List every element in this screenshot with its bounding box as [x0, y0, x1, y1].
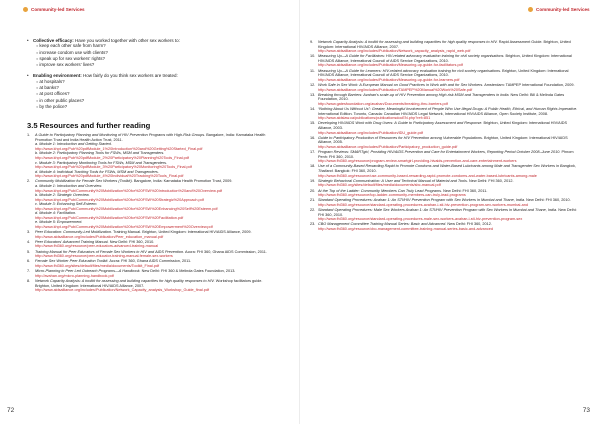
reference-publisher: Rapid Assessment Guide. Brighton, United Kingdom: International HIV/AIDS Alliance, 2007. [318, 40, 571, 49]
reference-item [27, 179, 275, 229]
reference-publisher: New Delhi: FHI 360, 2010. [108, 239, 155, 244]
reference-number: 2. [27, 179, 31, 184]
reference-body [318, 83, 580, 92]
list-item: ○ at banks? [36, 85, 275, 91]
reference-link[interactable]: http://www.gatesfoundation.org/avahan/Documents/breaking-thru-barriers.pdf [318, 101, 448, 106]
reference-link[interactable]: http://www.fhi360.org/resource/standard-operating-procedures-male-sex-workers-avahan-i-sti-hiv-prevention-program-sex [318, 217, 523, 222]
page-number-left: 72 [7, 407, 15, 414]
reference-body [318, 136, 580, 150]
reference-title: A Guide to Participatory Planning and Monitoring of HIV Prevention Programs with High-Risk Groups. [35, 133, 206, 138]
right-column [310, 40, 580, 232]
reference-module: b. Module 2: Participatory Planning Tools for FSWs, MSM and Transgenders. [35, 151, 165, 156]
reference-number: 21. [310, 198, 316, 203]
reference-title: Community Mobilization for Female Sex Workers (Toolkit). [35, 179, 133, 184]
reference-title: Breaking through Barriers: Avahan’s scale-up of HIV Prevention among High-risk MSM and Transgenders in India. [318, 92, 510, 97]
reference-title: Training Manual for Peer Educators of Female Sex Workers in HIV and AIDS Prevention. [35, 249, 185, 254]
reference-title: Developing HIV/AIDS Work with Drug Users: A Guide to Participatory Assessment and Response. [318, 121, 483, 126]
reference-number: 14. [310, 107, 316, 112]
reference-link[interactable]: http://www.aidsalliance.org/includes/Publication/Measuring-up-guide-for-learners.pdf [318, 77, 460, 82]
list-item: ○ in other public places? [36, 98, 275, 104]
reference-publisher: Training Manual. Brighton, United Kingdom: International HIV/AIDS Alliance, 2009. [112, 230, 252, 235]
reference-body [318, 208, 580, 222]
reference-module: e. Module 5: Empowerment. [35, 220, 83, 225]
reference-item [310, 198, 580, 207]
list-item: ○ at hospitals? [36, 79, 275, 85]
reference-number: 9. [310, 40, 314, 44]
reference-publisher: Amsterdam: TAMPEP International Foundation, 2009. [483, 82, 575, 87]
reference-title: Female Sex Worker Peer Education Toolkit. [35, 259, 109, 264]
reference-item [310, 93, 580, 107]
list-item: ○ speak up for sex workers’ rights? [36, 56, 275, 62]
reference-number: 5. [27, 249, 31, 254]
running-header-title: Community-led Services [536, 7, 590, 12]
reference-body [318, 179, 580, 188]
reference-publisher: Bangalore, India: Karnataka Health Promotion Trust and India Health Action Trust, 2011. [35, 133, 266, 142]
reference-body [35, 279, 275, 293]
reference-number: 8. [27, 279, 31, 284]
reference-list-left [27, 133, 275, 292]
reference-title: Network Capacity Analysis: A toolkit for assessing and building capacities for high quality responses to HIV. [318, 40, 498, 44]
reference-item [310, 54, 580, 68]
reference-link[interactable]: http://www.aidsalliance.org/includes/Publication/Network_capacity_analysis_rapid_web.pdf [318, 49, 471, 54]
enabling-environment-block [27, 73, 275, 110]
reference-link[interactable]: http://www.khpt.org/Pub/Community%20Mobilization%20for%20FSW%20Facilitation.pdf [35, 215, 184, 220]
reference-body [35, 269, 275, 278]
reference-body [35, 179, 275, 229]
reference-link[interactable]: http://www.aidslaw.ca/publications/publicationsdocEN.php?ref=851 [318, 116, 431, 121]
enabling-environment-list [36, 79, 275, 110]
bullet-icon: • [27, 38, 29, 43]
reference-title: Peer Educators’ Advanced Training Manual. [35, 239, 109, 244]
header-bullet-icon [23, 7, 28, 12]
reference-body [318, 121, 580, 135]
reference-item [310, 107, 580, 121]
reference-number: 11. [310, 68, 315, 73]
reference-publisher: Brighton, United Kingdom: International HIV/AIDS Alliance, 2005. [318, 135, 568, 145]
reference-number: 20. [310, 188, 316, 193]
reference-publisher: New Delhi: FHI 360, 2012. [467, 178, 514, 183]
reference-module: b. Module 2: Strategic Overview. [35, 193, 90, 198]
reference-link[interactable]: http://www.fhi360.org/sites/default/files/media/documents/Toolkit_Final.pdf [35, 264, 160, 269]
list-item: ○ improve sex workers’ lives? [36, 62, 275, 68]
reference-link[interactable]: http://www.aidsalliance.org/includes/Publication/Network_Capacity_analysis_Workshop_Guide_final.pdf [35, 288, 210, 293]
reference-publisher: New Delhi: FHI 360, 2011. [442, 188, 488, 193]
running-header-right [528, 7, 590, 12]
reference-item [27, 133, 275, 178]
reference-link[interactable]: http://www.khpt.org/Pub/Community%20Mobilization%20for%20FSW%20Enhancing%20Self%20Esteem.pdf [35, 206, 218, 211]
reference-publisher: New Delhi: FHI 360, 2010. [525, 198, 571, 203]
reference-module: a. Module 1: Introduction and Getting Started. [35, 142, 112, 147]
reference-publisher: Accra: FHI 360, Ghana AIDS Commission, 2011. [108, 259, 192, 264]
reference-number: 12. [310, 82, 316, 87]
reference-link[interactable]: http://www.khpt.org/Pub%20pdfModule_2%20Participatory%20Planning%20Tools_Final.pdf [35, 156, 189, 160]
reference-number: 13. [310, 92, 316, 97]
running-header-title: Community-led Services [31, 7, 85, 12]
reference-module: c. Module 3: Participatory Monitoring Tools for FSWs, MSM and Transgenders. [35, 160, 168, 165]
reference-title: Peer Education: Community-Led Mobilization. [35, 230, 113, 235]
reference-item [310, 83, 580, 92]
reference-title: Standard Operating Procedures: Male Sex Workers Avahan 1: An STI/HIV Prevention Program with Sex Workers in Mumbai and Thane, India. [318, 208, 558, 213]
reference-link[interactable]: http://www.fhi360.org/resource/peer-educator-training-manual-female-sex-workers [35, 254, 173, 259]
reference-title: Measuring Up—A Guide for Learners: HIV-related advocacy evaluation training for civil society organisations. [318, 68, 502, 73]
reference-number: 19. [310, 178, 316, 183]
reference-body [318, 150, 580, 164]
reference-number: 17. [310, 150, 316, 155]
reference-publisher: Accra: FHI 360, Ghana AIDS Commission, 2011. [184, 249, 267, 254]
reference-item [310, 150, 580, 164]
reference-item [310, 222, 580, 231]
reference-publisher: Bangkok: FHI 360, 2010. [333, 168, 377, 173]
reference-link[interactable]: http://www.fhi360.org/resource/use-community-based-rewarding-rapid-promote-condoms-and-water-based-lubricants-among-male [318, 173, 537, 178]
reference-body [318, 198, 580, 207]
reference-publisher: New Delhi: FHI 360 & Melinda Gates Foundation, 2013. [140, 269, 236, 274]
reference-body [318, 189, 580, 198]
reference-link[interactable]: http://www.khpt.org/Pub%20pdfModule_1%20Introduction%20and%20Getting%20Started_Final.pdf [35, 146, 203, 151]
bullet-icon: • [27, 73, 29, 79]
reference-title: Program Reviews: SMARTgirl, Providing HIV/AIDS Prevention and Care for Entertainment Workers, Reporting Period October 2008–June 2010. [318, 150, 561, 155]
reference-title: Use of a Community-Based Rewarding Rapid to Promote Condoms and Water-Based Lubricants among Male and Transgender Sex Workers in Bangkok, Thailand. [318, 164, 576, 173]
reference-number: 3. [27, 230, 31, 235]
reference-module: a. Module 1: Introduction and Overview. [35, 183, 102, 188]
reference-number: 10. [310, 54, 316, 59]
reference-link[interactable]: http://www.aidsalliance.org/includes/Publication/IDU_guide.pdf [318, 130, 423, 135]
reference-body [35, 133, 275, 178]
reference-number: 1. [27, 133, 31, 138]
reference-link[interactable]: http://www.khpt.org/Pub/Community%20Mobilization%20for%20FSW%20Empowerment%20Overview.pdf [35, 224, 213, 229]
left-column [27, 38, 275, 293]
reference-publisher: Brighton, United Kingdom: International HIV/AIDS Alliance, International Council of AIDS Service Organizations, 2010. [318, 68, 569, 78]
reference-number: 16. [310, 135, 316, 140]
reference-publisher: Phnom Penh: FHI 360, 2010. [318, 150, 574, 159]
reference-item [310, 136, 580, 150]
reference-body [318, 164, 580, 178]
reference-number: 23. [310, 222, 316, 227]
reference-publisher: International Edition. Toronto, Canada: Canadian HIV/AIDS Legal Network, International HIV/AIDS Alliance, Open Society Institute, 2008. [318, 111, 548, 116]
reference-link[interactable]: http://www.aidsalliance.org/includes/Publication/Participatory_production_guide.pdf [318, 144, 458, 149]
reference-link[interactable]: http://avahan.org/micro-planning-handbook.pdf [35, 273, 114, 278]
header-bullet-icon [528, 7, 533, 12]
reference-publisher: Brighton, United Kingdom: International HIV/AIDS Alliance, 2003. [318, 121, 568, 130]
reference-item [310, 69, 580, 83]
reference-module: d. Module 4: Facilitation. [35, 211, 77, 216]
reference-item [310, 121, 580, 135]
reference-item [310, 208, 580, 222]
collective-efficacy-block [27, 38, 275, 68]
reference-item [310, 189, 580, 198]
reference-link[interactable]: http://www.fhi360.org/resource/peer-educators-advanced-training-manual [35, 244, 159, 249]
reference-body [318, 93, 580, 107]
reference-link[interactable]: http://www.aidsalliance.org/includes/Publication/TAMPEP%20Manual%20Work%20Safe.pdf [318, 87, 473, 92]
reference-body [35, 259, 275, 268]
reference-number: 7. [27, 269, 31, 274]
reference-link[interactable]: http://www.fhi360.org/resource/program-review-smartgirl-providing-hivaids-prevention-and-care-entertainment-workers [318, 159, 517, 164]
reference-publisher: New Delhi: FHI 360, 2012. [446, 222, 492, 227]
reference-body [35, 250, 275, 259]
reference-item [310, 164, 580, 178]
reference-link[interactable]: http://www.aidsalliance.org/includes/Publication/Peer_education_manual.pdf [35, 234, 164, 239]
reference-link[interactable]: http://www.khpt.org/Pub/Community%20Mobilization%20for%20FSW%20Introduction%20and%20Overview.pdf [35, 188, 222, 193]
reference-body [318, 69, 580, 83]
reference-item [310, 40, 580, 54]
reference-module: d. Module 4: Individual Tracking Tools for FSWs, MSM and Transgenders. [35, 169, 159, 174]
reference-number: 18. [310, 164, 316, 169]
reference-item [27, 240, 275, 249]
reference-title: Guide to Participatory Production of Resources for HIV Prevention among Vulnerable Populations. [318, 135, 483, 140]
reference-publisher: Brighton, United Kingdom: International HIV/AIDS Alliance, International Council of AIDS Service Organizations, 2010. [318, 54, 572, 63]
reference-publisher: Bangalore, India: Karnataka Health Promotion Trust, 2009. [132, 179, 233, 184]
reference-number: 15. [310, 121, 316, 126]
reference-title: Strategic Behavioral Communication: A User and Technical Manual of Material and Tools. [318, 178, 468, 183]
reference-title: Measuring Up—A Guide for Facilitators: HIV-related advocacy evaluation training for civil society organisations. [318, 54, 505, 59]
reference-number: 4. [27, 239, 31, 244]
reference-list-right [310, 40, 580, 232]
reference-link[interactable]: http://www.fhi360.org/resource/cbo-management-committee-training-manual-series-basic-and-advanced [318, 226, 493, 231]
list-item: ○ keep each other safe from harm? [36, 43, 275, 49]
reference-number: 6. [27, 259, 31, 264]
section-heading: 3.5 Resources and further reading [27, 121, 151, 131]
reference-body [318, 54, 580, 68]
reference-body [35, 230, 275, 239]
reference-link[interactable]: http://www.khpt.org/Pub/Community%20Mobilization%20for%20FSW%20Strategic%20Approach.pdf [35, 197, 204, 202]
reference-body [318, 107, 580, 121]
reference-title: At the Top of the Ladder: Community Members Can Truly Lead Programs. [318, 188, 443, 193]
page-number-right: 73 [582, 407, 590, 414]
reference-item [27, 230, 275, 239]
enabling-environment-label: Enabling environment: [33, 73, 82, 79]
collective-efficacy-label: Collective efficacy: [33, 38, 74, 43]
reference-publisher: New Delhi: FHI 360, 2010. [318, 208, 577, 217]
reference-item [27, 279, 275, 293]
collective-efficacy-question: Have you worked together with other sex workers to: [73, 38, 180, 43]
reference-item [310, 179, 580, 188]
reference-link[interactable]: http://www.aidsalliance.org/includes/Publication/Measuring-up-guide-for-facilitators.pdf [318, 63, 463, 68]
right-page [300, 0, 600, 424]
reference-link[interactable]: http://www.fhi360.org/sites/default/files/media/documents/sbc-manual.pdf [318, 183, 441, 188]
reference-item [27, 259, 275, 268]
reference-link[interactable]: http://www.fhi360.org/resource/standard-operating-procedures-avahan-i-sti-hiv-prevention-program-sex-workers-mumbai-and [318, 202, 528, 207]
reference-link[interactable]: http://www.fhi360.org/resource/top-ladder-community-members-can-truly-lead-programs [318, 193, 466, 198]
list-item: ○ at post offices? [36, 91, 275, 97]
reference-title: Standard Operating Procedures: Avahan 1: An STI/HIV Prevention Program with Sex Workers in Mumbai and Thane, India. [318, 198, 526, 203]
enabling-environment-question: How fairly do you think sex workers are treated: [81, 73, 178, 79]
reference-number: 22. [310, 208, 316, 213]
reference-title: “Nothing About Us Without Us”: Greater, Meaningful Involvement of People Who Use Illegal Drugs: A Public Health, Ethical, and Human Rights Imperative. [318, 107, 578, 112]
list-item: ○ by the police? [36, 104, 275, 110]
reference-body [35, 240, 275, 249]
reference-title: Micro-Planning in Peer Led Outreach Programs—A Handbook. [35, 269, 141, 274]
reference-title: Work Safe in Sex Work: A European Manual on Good Practices in Work with and for Sex Workers. [318, 82, 484, 87]
collective-efficacy-list [36, 43, 275, 68]
reference-link[interactable]: http://www.khpt.org/Pub%20pdfModule_3%20Participatory%20Monitoring%20Tools_Final.pdf [35, 165, 192, 170]
reference-item [27, 250, 275, 259]
reference-title: Network Capacity Analysis: A toolkit for assessing and building capacities for high quality responses to HIV. [35, 279, 215, 284]
reference-body [318, 40, 580, 54]
list-item: ○ increase condom use with clients? [36, 50, 275, 56]
reference-title: CBO Management Committee Training Manual Series: Basic and Advanced. [318, 222, 447, 227]
reference-item [27, 269, 275, 278]
reference-link[interactable]: http://www.khpt.org/Pub%20pdfModule_4%20Individual%20Tracking%20Tools_Final.pdf [35, 174, 184, 179]
running-header-left [23, 7, 85, 12]
reference-body [318, 222, 580, 231]
reference-publisher: Workshop facilitators guide. Brighton, United Kingdom: International HIV/AIDS Alliance, 2007. [35, 279, 263, 288]
reference-module: c. Module 3: Enhancing Self-Esteem. [35, 202, 98, 207]
reference-publisher: New Delhi: Bill & Melinda Gates Foundation, 2010. [318, 92, 565, 102]
